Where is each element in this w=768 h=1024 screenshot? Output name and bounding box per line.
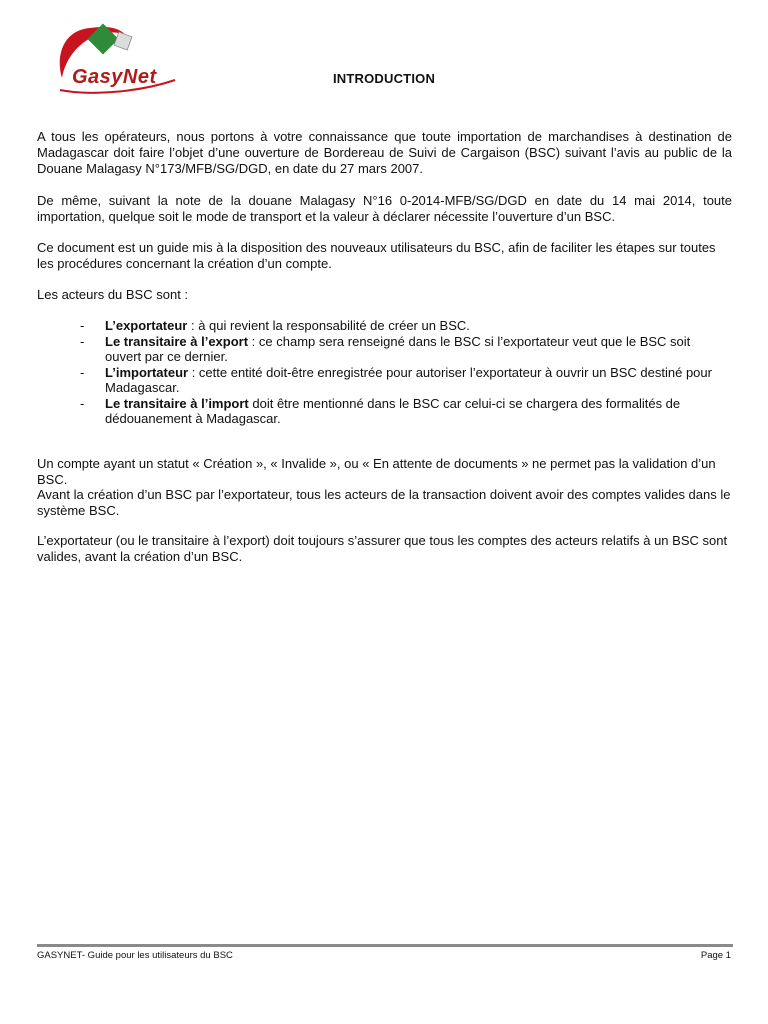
actor-description: : ce champ sera renseigné dans le BSC si l’exportateur veut que le BSC soit ouvert par ce dernier. [105, 334, 691, 364]
page-title: INTRODUCTION [332, 71, 436, 86]
list-dash: - [80, 365, 85, 380]
actor-description: : à qui revient la responsabilité de créer un BSC. [187, 318, 470, 333]
list-dash: - [80, 318, 85, 333]
list-item [80, 396, 730, 426]
actor-description: : cette entité doit-être enregistrée pour autoriser l’exportateur à ouvrir un BSC destiné pour Madagascar. [105, 365, 712, 395]
list-item [80, 318, 730, 333]
paragraph-validation: L’exportateur (ou le transitaire à l’export) doit toujours s’assurer que tous les comptes des acteurs relatifs à un BSC sont valides, avant la création d’un BSC. [37, 533, 728, 564]
paragraph-note: De même, suivant la note de la douane Malagasy N°16 0-2014-MFB/SG/DGD en date du 14 mai 2014, toute importation, quelque soit le mode de transport et la valeur à déclarer nécessite l’ouverture d’un BSC. [37, 193, 732, 224]
footer-page-number: Page 1 [700, 950, 731, 961]
actor-term: Le transitaire à l’import [105, 396, 249, 411]
list-dash: - [80, 334, 85, 349]
list-item [80, 334, 730, 364]
paragraph-guide: Ce document est un guide mis à la disposition des nouveaux utilisateurs du BSC, afin de faciliter les étapes sur toutes les procédures concernant la création d’un compte. [37, 240, 716, 271]
actor-description: doit être mentionné dans le BSC car celui-ci se chargera des formalités de dédouanement à Madagascar. [105, 396, 681, 426]
paragraph-actors-intro: Les acteurs du BSC sont : [37, 287, 189, 302]
paragraph-intro: A tous les opérateurs, nous portons à votre connaissance que toute importation de marchandises à destination de Madagascar doit faire l’objet d’une ouverture de Bordereau de Suivi de Cargaison (BSC) suivant l’avis au public de la Douane Malagasy N°173/MFB/SG/DGD, en date du 27 mars 2007. [37, 129, 732, 176]
actor-term: L’exportateur [105, 318, 188, 333]
actor-term: Le transitaire à l’export [105, 334, 249, 349]
actor-term: L’importateur [105, 365, 189, 380]
footer-rule [37, 944, 733, 947]
list-item [80, 365, 730, 395]
paragraph-prerequisite: Avant la création d’un BSC par l’exportateur, tous les acteurs de la transaction doivent avoir des comptes valides dans le système BSC. [37, 487, 731, 518]
list-dash: - [80, 396, 85, 411]
logo-text: GasyNet [72, 66, 157, 88]
footer-document-title: GASYNET- Guide pour les utilisateurs du BSC [37, 950, 233, 961]
actors-list [80, 318, 730, 426]
paragraph-status: Un compte ayant un statut « Création », « Invalide », ou « En attente de documents » ne permet pas la validation d’un BSC. [37, 456, 716, 487]
gasynet-logo [50, 18, 190, 98]
